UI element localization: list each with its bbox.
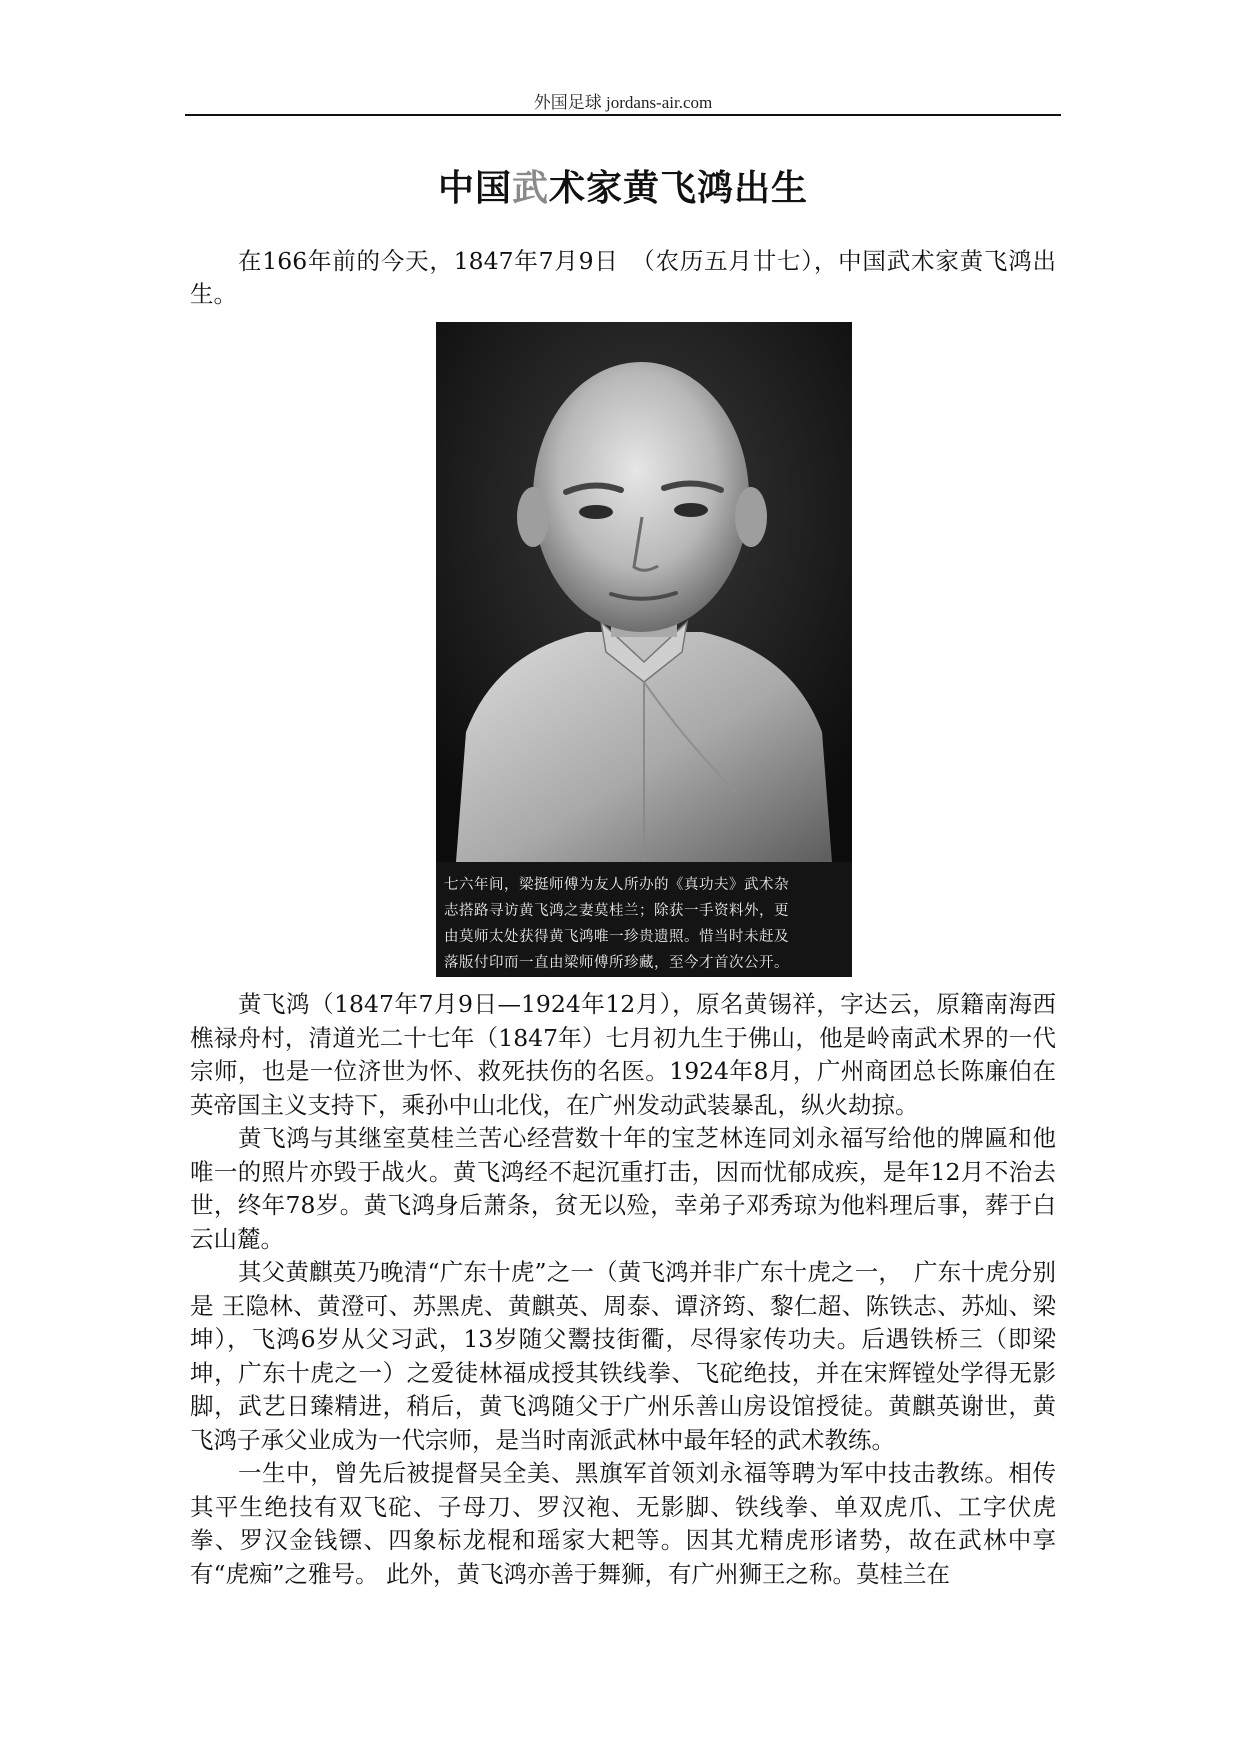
caption-line: 由莫师太处获得黄飞鸿唯一珍贵遗照。惜当时未赶及 bbox=[444, 929, 789, 945]
page-header: 外国足球 jordans-air.com bbox=[533, 93, 713, 112]
portrait-image bbox=[436, 322, 852, 862]
body-paragraph: 其父黄麒英乃晚清“广东十虎”之一（黄飞鸿并非广东十虎之一， 广东十虎分别是 王隐林、黄澄可、苏黑虎、黄麒英、周泰、谭济筠、黎仁超、陈铁志、苏灿、梁坤），飞鸿6岁从父习武，13岁随父鬻技街衢，尽得家传功夫。后遇铁桥三（即梁坤，广东十虎之一）之爱徒林福成授其铁线拳、飞砣绝技，并在宋辉镗处学得无影脚，武艺日臻精进，稍后，黄飞鸿随父于广州乐善山房设馆授徒。黄麒英谢世，黄飞鸿子承父业成为一代宗师，是当时南派武林中最年轻的武术教练。 bbox=[190, 1258, 1056, 1454]
title-part-1: 中国 bbox=[437, 167, 512, 209]
caption-line: 七六年间，梁挺师傅为友人所办的《真功夫》武术杂 bbox=[444, 877, 789, 893]
caption-line: 落版付印而一直由梁师傅所珍藏，至今才首次公开。 bbox=[444, 955, 789, 971]
article-body bbox=[190, 988, 1056, 1591]
body-paragraph: 一生中，曾先后被提督吴全美、黑旗军首领刘永福等聘为军中技击教练。相传其平生绝技有双飞砣、子母刀、罗汉袍、无影脚、铁线拳、单双虎爪、工字伏虎拳、罗汉金钱镖、四象标龙棍和瑶家大耙等。因其尤精虎形诸势，故在武林中享有“虎痴”之雅号。 此外，黄飞鸿亦善于舞狮，有广州狮王之称。莫桂兰在 bbox=[190, 1459, 1056, 1588]
body-paragraph: 黄飞鸿（1847年7月9日—1924年12月），原名黄锡祥，字达云，原籍南海西樵禄舟村，清道光二十七年（1847年）七月初九生于佛山，他是岭南武术界的一代宗师，也是一位济世为怀、救死扶伤的名医。1924年8月，广州商团总长陈廉伯在英帝国主义支持下，乘孙中山北伐，在广州发动武装暴乱，纵火劫掠。 bbox=[190, 990, 1056, 1119]
portrait-photo bbox=[436, 322, 852, 977]
title-part-2: 术家黄飞鸿出生 bbox=[549, 167, 809, 209]
intro-paragraph: 在166年前的今天，1847年7月9日 （农历五月廿七），中国武术家黄飞鸿出生。 bbox=[190, 247, 1056, 308]
title-accent-char: 武 bbox=[511, 167, 549, 209]
photo-caption bbox=[436, 862, 852, 977]
header-divider bbox=[185, 114, 1061, 116]
caption-line: 志搭路寻访黄飞鸿之妻莫桂兰；除获一手资料外，更 bbox=[444, 903, 789, 919]
page-title bbox=[185, 160, 1061, 211]
body-paragraph: 黄飞鸿与其继室莫桂兰苦心经营数十年的宝芝林连同刘永福写给他的牌匾和他唯一的照片亦毁于战火。黄飞鸿经不起沉重打击，因而忧郁成疾，是年12月不治去世，终年78岁。黄飞鸿身后萧条，贫无以殓，幸弟子邓秀琼为他料理后事，葬于白云山麓。 bbox=[190, 1124, 1056, 1253]
